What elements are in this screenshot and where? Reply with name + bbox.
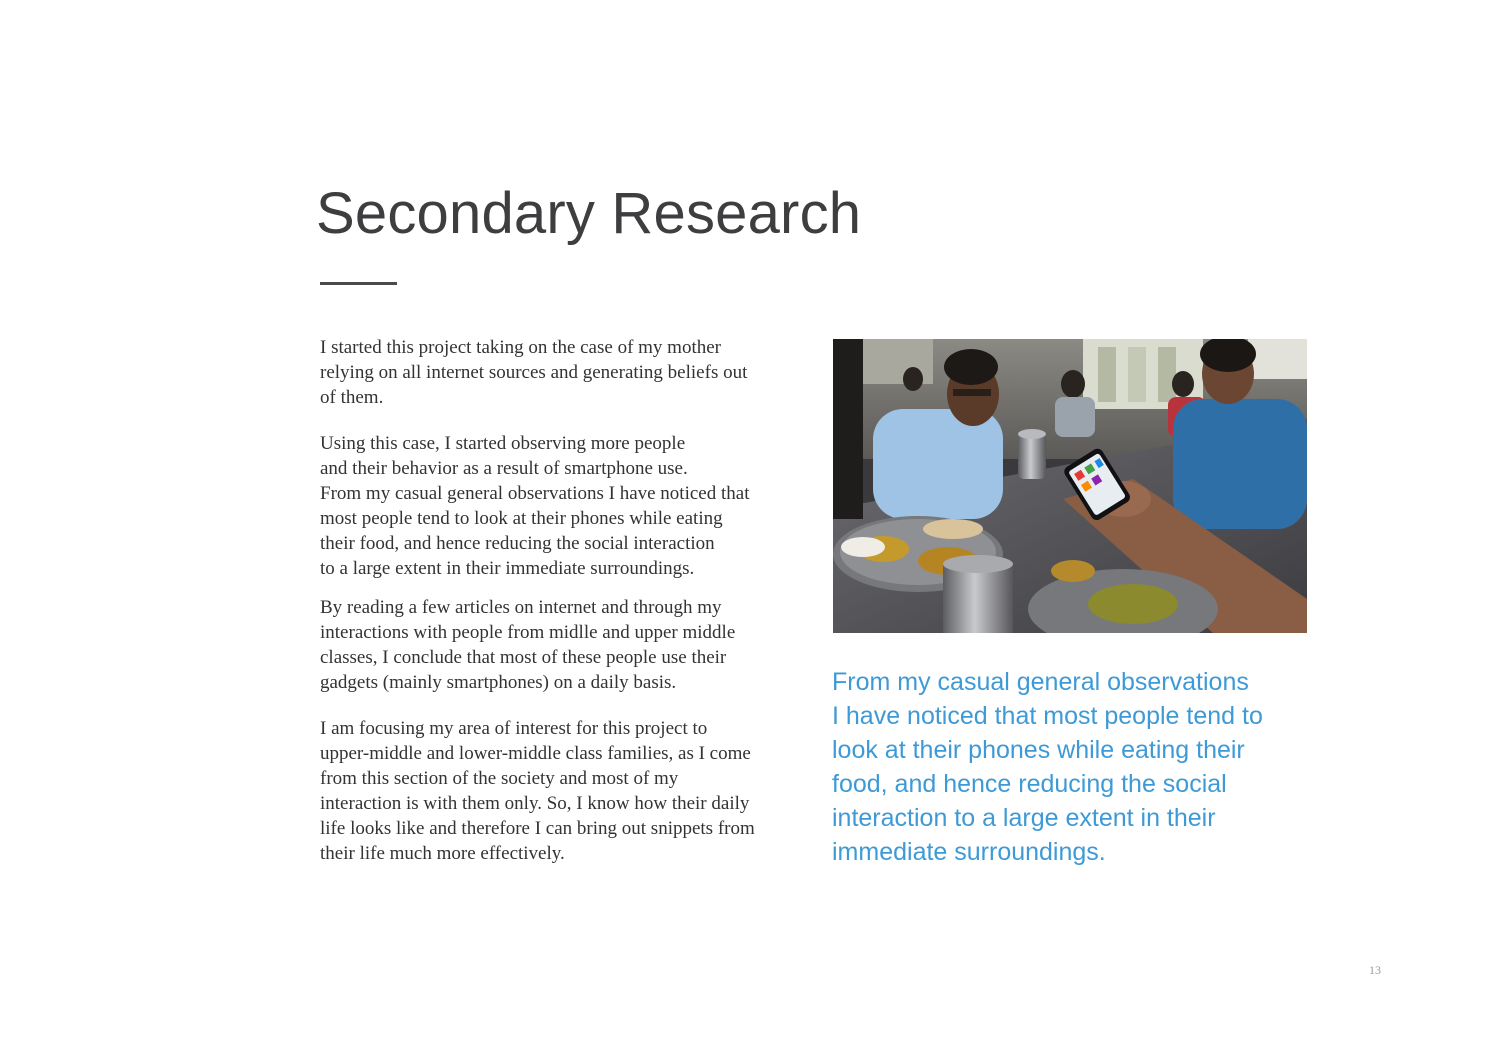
text-line: gadgets (mainly smartphones) on a daily basis. [320,672,677,693]
quote-line: interaction to a large extent in their [832,804,1216,832]
text-line: life looks like and therefore I can bring out snippets from [320,818,755,839]
page-title: Secondary Research [316,181,862,246]
paragraph-4 [320,716,800,866]
title-divider [320,282,397,285]
paragraph-2 [320,431,800,581]
quote-line: From my casual general observations [832,668,1249,696]
paragraph-1 [320,335,800,410]
text-line: classes, I conclude that most of these people use their [320,647,727,668]
text-line: relying on all internet sources and generating beliefs out [320,362,748,383]
text-line: from this section of the society and most of my [320,768,679,789]
text-line: of them. [320,387,384,408]
text-line: their food, and hence reducing the social interaction [320,533,715,554]
quote-line: food, and hence reducing the social [832,770,1227,798]
text-line: I am focusing my area of interest for this project to [320,718,708,739]
text-line: and their behavior as a result of smartphone use. [320,458,688,479]
text-line: interactions with people from midlle and upper middle [320,622,736,643]
text-line: Using this case, I started observing more people [320,433,686,454]
paragraph-3 [320,595,800,695]
text-line: From my casual general observations I have noticed that [320,483,750,504]
pull-quote [832,665,1332,869]
quote-line: look at their phones while eating their [832,736,1245,764]
text-line: I started this project taking on the case of my mother [320,337,721,358]
text-line: upper-middle and lower-middle class families, as I come [320,743,751,764]
text-line: most people tend to look at their phones while eating [320,508,723,529]
quote-line: I have noticed that most people tend to [832,702,1263,730]
page-number: 13 [1369,963,1381,977]
quote-line: immediate surroundings. [832,838,1106,866]
text-line: to a large extent in their immediate surroundings. [320,558,695,579]
text-line: interaction is with them only. So, I know how their daily [320,793,750,814]
text-line: their life much more effectively. [320,843,565,864]
text-line: By reading a few articles on internet and through my [320,597,722,618]
dining-observation-photo [833,339,1307,633]
